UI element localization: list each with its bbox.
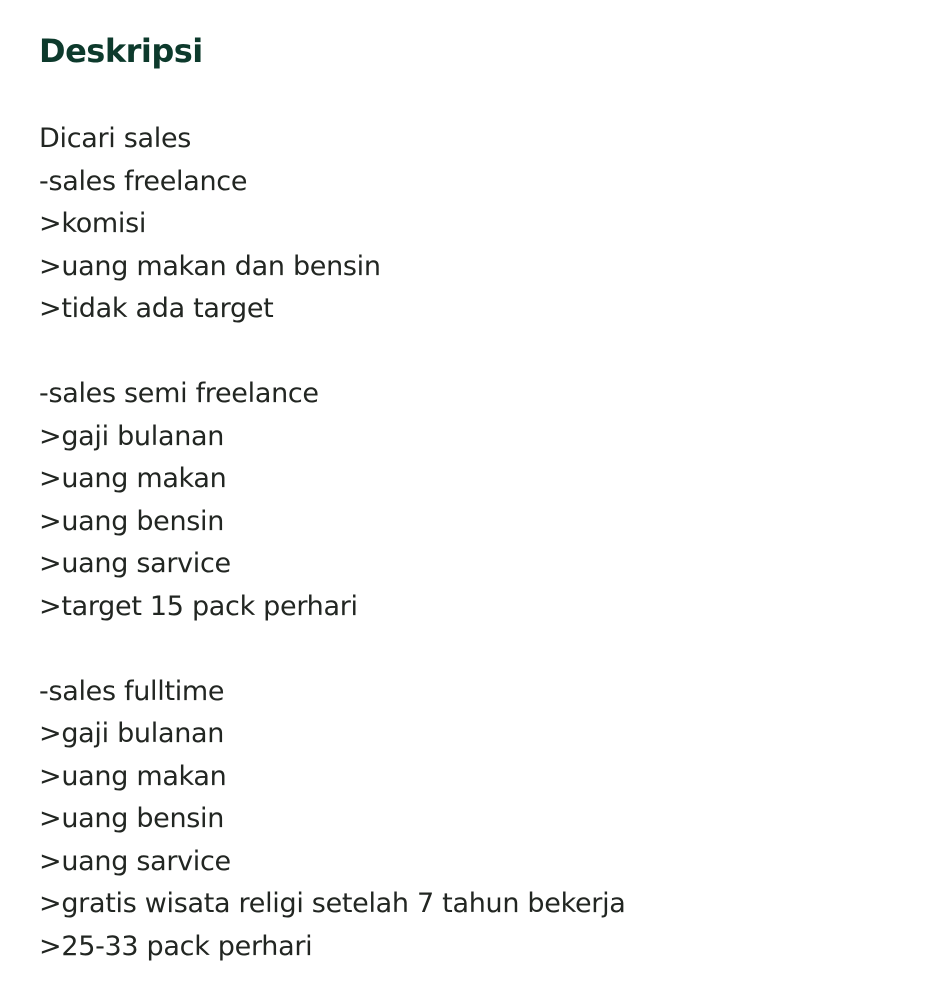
description-line: >uang sarvice — [39, 845, 231, 877]
description-line: >gratis wisata religi setelah 7 tahun bekerja — [39, 888, 626, 919]
description-group-fulltime — [39, 671, 899, 969]
description-line: >25-33 pack perhari — [39, 930, 313, 962]
description-line: -sales semi freelance — [39, 378, 319, 409]
description-line: >komisi — [39, 208, 147, 239]
description-line: >gaji bulanan — [39, 420, 225, 452]
paragraph-gap — [39, 628, 899, 671]
description-body — [39, 118, 899, 968]
description-line: >uang makan dan bensin — [39, 250, 381, 282]
description-line: -sales freelance — [39, 165, 248, 197]
description-line: >uang bensin — [39, 803, 225, 834]
description-line: >uang bensin — [39, 505, 225, 537]
description-line: >uang makan — [39, 760, 227, 792]
description-line: >target 15 pack perhari — [39, 590, 358, 622]
paragraph-gap — [39, 331, 899, 374]
description-line: >uang makan — [39, 463, 227, 494]
description-group-semi-freelance — [39, 373, 899, 628]
description-line: >gaji bulanan — [39, 718, 225, 749]
description-line: >uang sarvice — [39, 548, 231, 579]
description-group-intro — [39, 118, 899, 331]
description-line: Dicari sales — [39, 123, 192, 154]
description-line: -sales fulltime — [39, 675, 225, 707]
description-heading: Deskripsi — [39, 32, 203, 70]
description-section — [39, 28, 899, 968]
description-line: >tidak ada target — [39, 293, 274, 324]
